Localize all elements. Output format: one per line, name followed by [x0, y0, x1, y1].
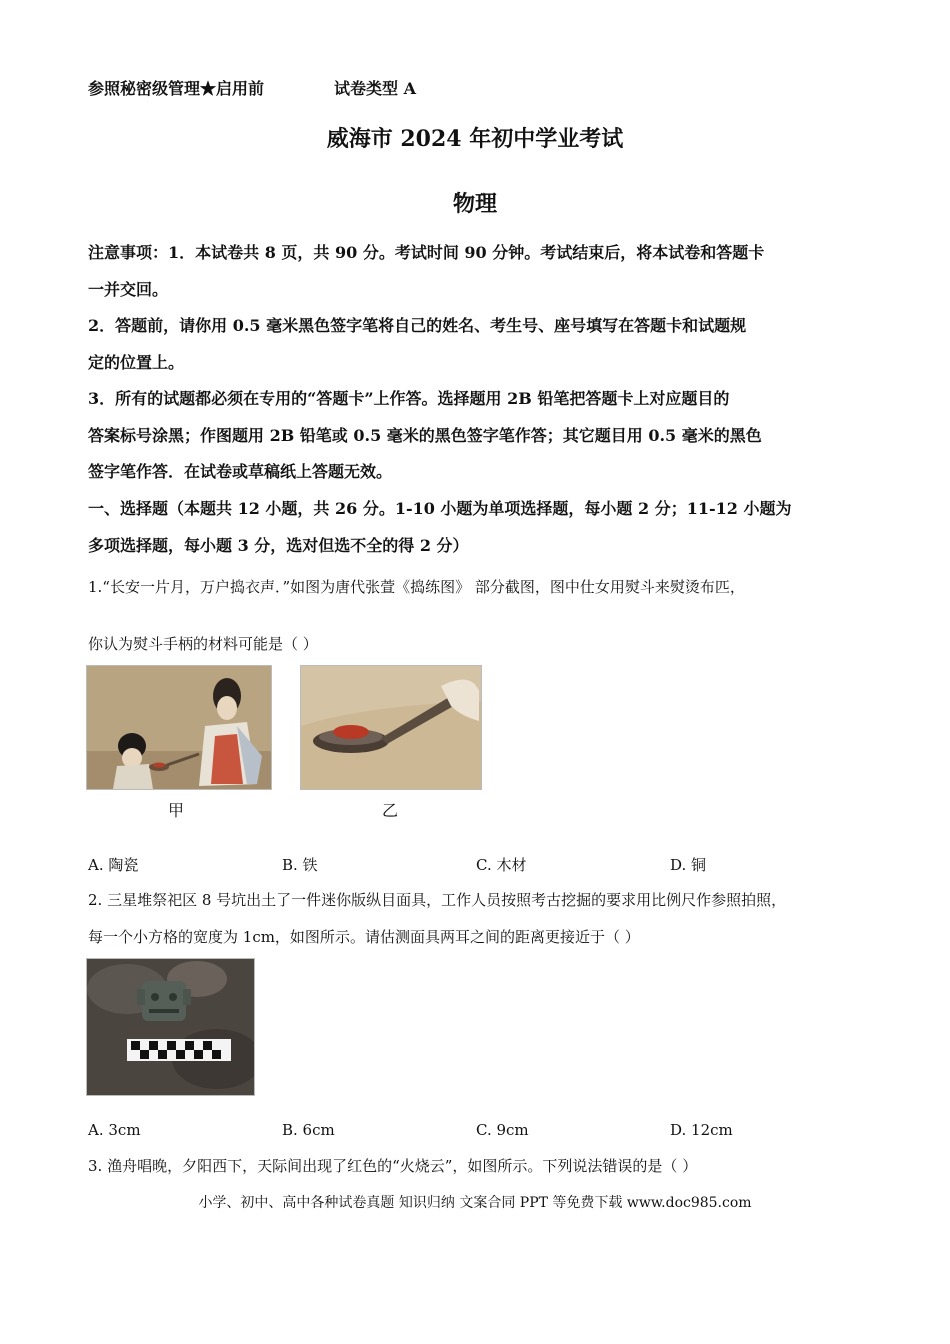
- question-3-text: 3. 渔舟唱晚，夕阳西下，天际间出现了红色的“火烧云”，如图所示。下列说法错误的是（ ）: [88, 1157, 698, 1175]
- confidential-header: [88, 76, 416, 99]
- page-footer: 小学、初中、高中各种试卷真题 知识归纳 文案合同 PPT 等免费下载 www.doc985.com: [198, 1195, 752, 1211]
- section-heading: 多项选择题，每小题 3 分，选对但选不全的得 2 分）: [88, 536, 469, 555]
- subject-title: 物理: [452, 191, 497, 217]
- q1-option-d: D. 铜: [670, 856, 707, 874]
- question-1-text: 1.“长安一片月，万户捣衣声．”如图为唐代张萱《捣练图》 部分截图，图中仕女用熨斗来熨烫布匹，: [88, 578, 745, 596]
- painting-image-yi: [300, 665, 482, 790]
- caption-jia: 甲: [168, 801, 185, 820]
- paper-type-label: 试卷类型 A: [334, 79, 417, 98]
- mask-photo: [86, 958, 255, 1096]
- note-line: 一并交回。: [88, 280, 169, 299]
- q2-option-a: A. 3cm: [88, 1121, 141, 1139]
- caption-yi: 乙: [382, 801, 399, 820]
- confidential-label: 参照秘密级管理★启用前: [88, 79, 265, 98]
- note-line: 3．所有的试题都必须在专用的“答题卡”上作答。选择题用 2B 铅笔把答题卡上对应题目的: [88, 389, 730, 408]
- painting-image-jia: [86, 665, 272, 790]
- note-line: 签字笔作答．在试卷或草稿纸上答题无效。: [88, 462, 393, 481]
- question-1-text: 你认为熨斗手柄的材料可能是（ ）: [88, 635, 318, 653]
- question-2-text: 每一个小方格的宽度为 1cm，如图所示。请估测面具两耳之间的距离更接近于（ ）: [88, 928, 640, 946]
- note-line: 答案标号涂黑；作图题用 2B 铅笔或 0.5 毫米的黑色签字笔作答；其它题目用 0.5 毫米的黑色: [88, 426, 762, 445]
- exam-title: 威海市 2024 年初中学业考试: [326, 126, 624, 152]
- section-heading: 一、选择题（本题共 12 小题，共 26 分。1-10 小题为单项选择题，每小题 2 分；11-12 小题为: [88, 499, 792, 518]
- question-2-text: 2. 三星堆祭祀区 8 号坑出土了一件迷你版纵目面具，工作人员按照考古挖掘的要求用比例尺作参照拍照，: [88, 891, 787, 909]
- note-line: 2．答题前，请你用 0.5 毫米黑色签字笔将自己的姓名、考生号、座号填写在答题卡和试题规: [88, 316, 747, 335]
- q1-option-b: B. 铁: [282, 856, 318, 874]
- q1-option-c: C. 木材: [476, 856, 527, 874]
- q1-option-a: A. 陶瓷: [88, 856, 139, 874]
- q2-option-c: C. 9cm: [476, 1121, 529, 1139]
- q2-option-b: B. 6cm: [282, 1121, 335, 1139]
- q2-option-d: D. 12cm: [670, 1121, 733, 1139]
- note-line: 注意事项：1．本试卷共 8 页，共 90 分。考试时间 90 分钟。考试结束后，将本试卷和答题卡: [88, 243, 765, 262]
- note-line: 定的位置上。: [88, 353, 185, 372]
